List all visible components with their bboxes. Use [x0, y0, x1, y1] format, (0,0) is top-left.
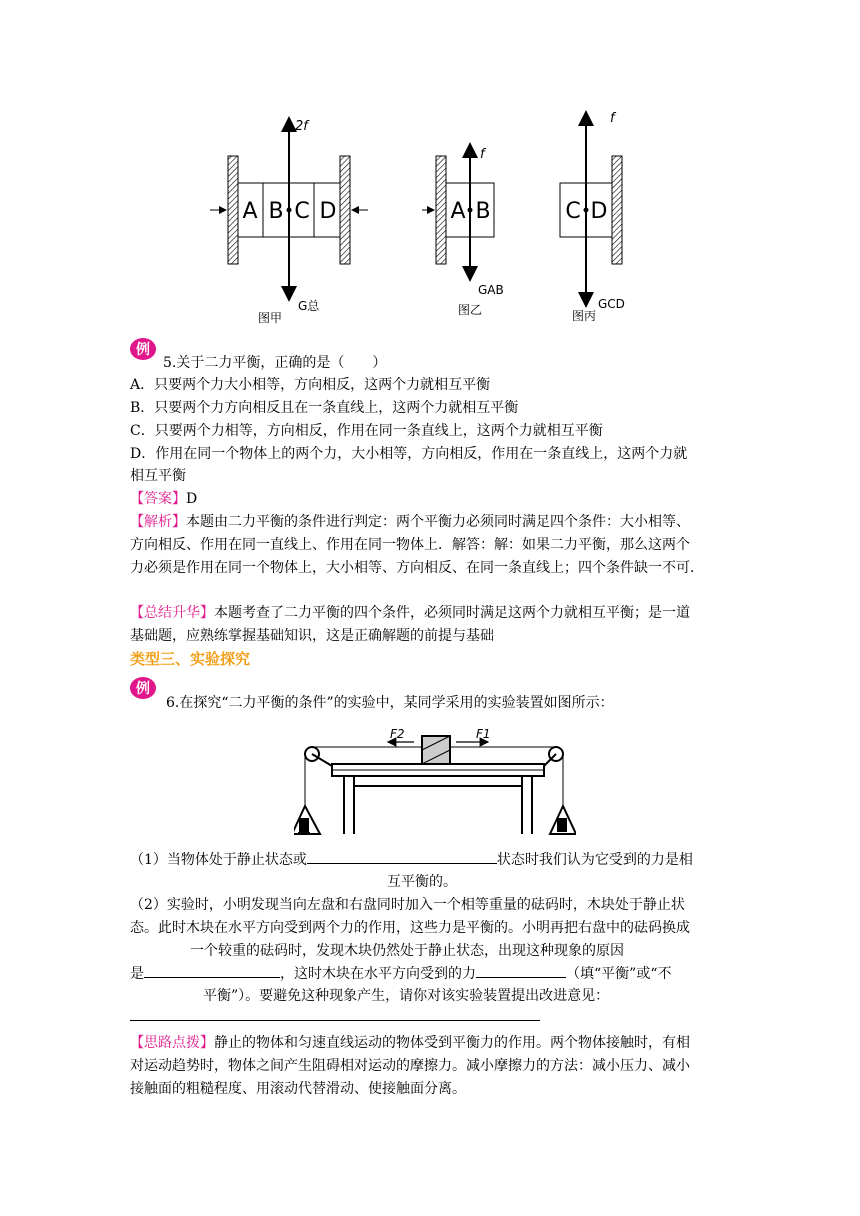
- diagram-yi: [422, 144, 504, 317]
- q5-option-b: B．只要两个力方向相反且在一条直线上，这两个力就相互平衡: [130, 400, 519, 416]
- svg-text:例: 例: [136, 681, 150, 697]
- q5-option-d-cont: 相互平衡: [130, 468, 186, 484]
- q5-option-d: D．作用在同一个物体上的两个力，大小相等，方向相反，作用在一条直线上，这两个力就: [130, 446, 688, 462]
- q6-part2-line3: 一个较重的砝码时，发现木块仍然处于静止状态，出现这种现象的原因: [190, 943, 624, 959]
- example-badge: [130, 676, 158, 700]
- q5-analysis: 【解析】本题由二力平衡的条件进行判定：两个平衡力必须同时满足四个条件：大小相等、: [130, 514, 690, 530]
- svg-text:例: 例: [136, 342, 150, 358]
- q5-analysis-line2: 方向相反、作用在同一直线上、作用在同一物体上．解答：解：如果二力平衡，那么这两个: [130, 537, 690, 553]
- q5-option-a: A．只要两个力大小相等，方向相反，这两个力就相互平衡: [130, 377, 491, 393]
- q6-hint: 【思路点拨】静止的物体和匀速直线运动的物体受到平衡力的作用。两个物体接触时，有相: [130, 1035, 690, 1051]
- q6-hint-line3: 接触面的粗糙程度、用滚动代替滑动、使接触面分离。: [130, 1081, 466, 1097]
- q5-summary-line2: 基础题，应熟练掌握基础知识，这是正确解题的前提与基础: [130, 628, 494, 644]
- diagram-bing: [560, 111, 625, 323]
- svg-text:图丙: 图丙: [572, 309, 597, 323]
- svg-text:D: D: [590, 199, 608, 224]
- svg-text:2f: 2f: [295, 119, 308, 134]
- answer-blank[interactable]: [144, 962, 280, 978]
- block-label: C: [294, 199, 310, 224]
- svg-text:图乙: 图乙: [458, 303, 483, 317]
- block-label: B: [268, 199, 284, 224]
- q6-part2-line4: 是 ，这时木块在水平方向受到的力 （填“平衡”或“不: [130, 962, 671, 985]
- q5-analysis-line3: 力必须是作用在同一个物体上，大小相等、方向相反、在同一条直线上；四个条件缺一不可．: [130, 560, 704, 576]
- answer-blank[interactable]: [476, 962, 566, 978]
- answer-blank-line[interactable]: [130, 1020, 540, 1021]
- section-heading: 类型三、实验探究: [130, 650, 251, 668]
- example-badge: [130, 337, 158, 361]
- svg-text:f: f: [480, 147, 485, 162]
- q6-part1: （1）当物体处于静止状态或 状态时我们认为它受到的力是相: [130, 848, 693, 871]
- block-label: D: [319, 199, 337, 224]
- q6-part2-line5: 平衡”）。要避免这种现象产生，请你对该实验装置提出改进意见：: [203, 988, 610, 1004]
- q5-stem: 5.关于二力平衡，正确的是（ ）: [163, 355, 387, 371]
- force-diagrams-figure: [200, 108, 640, 328]
- q5-summary: 【总结升华】本题考查了二力平衡的四个条件，必须同时满足这两个力就相互平衡；是一道: [130, 605, 690, 621]
- experiment-apparatus-figure: [294, 722, 576, 840]
- q5-option-c: C．只要两个力相等，方向相反，作用在同一条直线上，这两个力就相互平衡: [130, 423, 603, 439]
- svg-text:C: C: [565, 199, 581, 224]
- svg-text:G总: G总: [298, 299, 320, 313]
- q6-part1-cont: 互平衡的。: [387, 874, 457, 890]
- svg-text:f: f: [610, 111, 615, 126]
- q6-part2-line2: 态。此时木块在水平方向受到两个力的作用，这些力是平衡的。小明再把右盘中的砝码换成: [130, 920, 690, 936]
- q5-answer: 【答案】D: [130, 491, 198, 507]
- svg-text:B: B: [475, 199, 491, 224]
- svg-text:GCD: GCD: [598, 297, 625, 311]
- q6-hint-line2: 对运动趋势时，物体之间产生阻碍相对运动的摩擦力。减小摩擦力的方法：减小压力、减小: [130, 1058, 690, 1074]
- svg-text:F1: F1: [476, 727, 491, 741]
- block-label: A: [242, 199, 258, 224]
- svg-text:GAB: GAB: [478, 283, 504, 297]
- svg-text:图甲: 图甲: [258, 311, 283, 325]
- q6-stem: 6.在探究“二力平衡的条件”的实验中，某同学采用的实验装置如图所示：: [166, 695, 614, 711]
- q6-part2: （2）实验时，小明发现当向左盘和右盘同时加入一个相等重量的砝码时，木块处于静止状: [130, 897, 685, 913]
- diagram-jia: [210, 118, 368, 325]
- svg-text:F2: F2: [390, 727, 405, 741]
- answer-blank[interactable]: [307, 848, 497, 864]
- svg-text:A: A: [450, 199, 466, 224]
